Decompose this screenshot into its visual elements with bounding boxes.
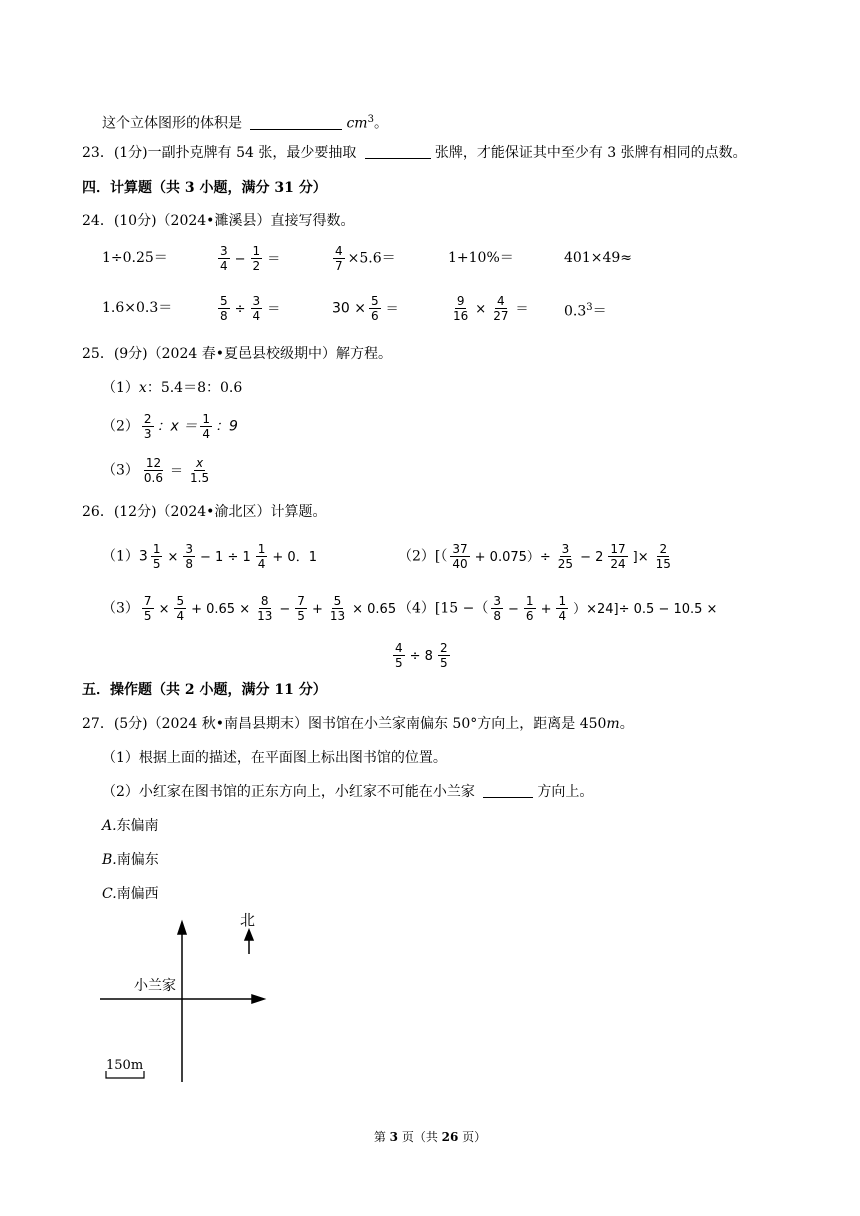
q24-r1-a: 1÷0.25＝ [102, 250, 168, 266]
option-a[interactable]: A.东偏南 [102, 818, 159, 834]
north-arrow-head [245, 930, 253, 940]
q24-r2-e: $0.3^3=$ [564, 302, 607, 320]
q27-part-1: （1）根据上面的描述，在平面图上标出图书馆的位置。 [102, 750, 447, 766]
q24-r1-c: $\frac{4}{7}$ ×5.6＝ [335, 244, 396, 273]
q24-r1-e: 401×49≈ [564, 250, 632, 266]
page-footer: 第 3 页（共 26 页） [373, 1130, 487, 1144]
question-23: 23．(1分)一副扑克牌有 54 张，最少要抽取 张牌，才能保证其中至少有 3 张牌有相同的点数。 [82, 145, 747, 161]
question-26-title: 26．(12分)（2024•渝北区）计算题。 [82, 504, 327, 520]
section-heading-5: 五．操作题（共 2 小题，满分 11 分） [82, 682, 327, 698]
q24-r1-b: $\frac{3}{4}$ − $\frac{1}{2}$ ＝ [220, 244, 281, 273]
question-27-title: 27．(5分)（2024 秋•南昌县期末）图书馆在小兰家南偏东 50°方向上，距离是 450m。 [82, 716, 634, 732]
q26-part-4: （4）[15 −（ $\frac{3}{8}$ − $\frac{1}{6}$ + $\frac{1}{4}$ ）×24]÷ 0.5 − 10.5 × [398, 594, 718, 623]
horizontal-axis-arrow [252, 995, 264, 1003]
north-label: 北 [240, 911, 256, 929]
vertical-axis-arrow [178, 922, 186, 934]
question-24-title: 24．(10分)（2024•濉溪县）直接写得数。 [82, 213, 355, 229]
q25-part-2: （2） $\frac{2}{3}$ ：x ＝ $\frac{1}{4}$ ：9 [102, 412, 238, 441]
q26-part-3: （3） $\frac{7}{5}$ × $\frac{5}{4}$ + 0.65 × $\frac{8}{13}$ − $\frac{7}{5}$ + $\frac{5}{13}$ × 0.65 [102, 594, 397, 623]
scale-label: 150m [106, 1058, 144, 1073]
q24-r2-d: $\frac{9}{16}$ × $\frac{4}{27}$ ＝ [453, 294, 529, 323]
q24-r2-c: 30 × $\frac{5}{6}$ ＝ [332, 294, 399, 323]
q24-r1-d: 1+10%＝ [448, 250, 514, 266]
q24-r2-b: $\frac{5}{8}$ ÷ $\frac{3}{4}$ ＝ [220, 294, 281, 323]
q25-part-3: （3） $\frac{12}{0.6}$ ＝ $\frac{x}{1.5}$ [102, 456, 210, 485]
q26-part-2: （2）[（ $\frac{37}{40}$ + 0.075）÷ $\frac{3}{25}$ − 2 $\frac{17}{24}$ ]× $\frac{2}{15}$ [398, 542, 671, 571]
option-c[interactable]: C.南偏西 [102, 886, 159, 902]
q27-part-2: （2）小红家在图书馆的正东方向上，小红家不可能在小兰家 方向上。 [102, 784, 594, 800]
q24-r2-a: 1.6×0.3＝ [102, 300, 173, 316]
q26-part-4-cont: $\frac{4}{5}$ ÷ 8 $\frac{2}{5}$ [395, 641, 448, 670]
home-label: 小兰家 [134, 978, 176, 994]
option-b[interactable]: B.南偏东 [102, 852, 159, 868]
q22-tail: 这个立体图形的体积是 $cm^3$。 [102, 114, 388, 132]
q26-part-1: （1）3 $\frac{1}{5}$ × $\frac{3}{8}$ − 1 ÷ 1 $\frac{1}{4}$ + 0．1 [102, 542, 317, 571]
q25-part-1: （1）x：5.4＝8：0.6 [102, 380, 243, 396]
question-25-title: 25．(9分)（2024 春•夏邑县校级期中）解方程。 [82, 346, 392, 362]
section-heading-4: 四．计算题（共 3 小题，满分 31 分） [82, 180, 327, 196]
